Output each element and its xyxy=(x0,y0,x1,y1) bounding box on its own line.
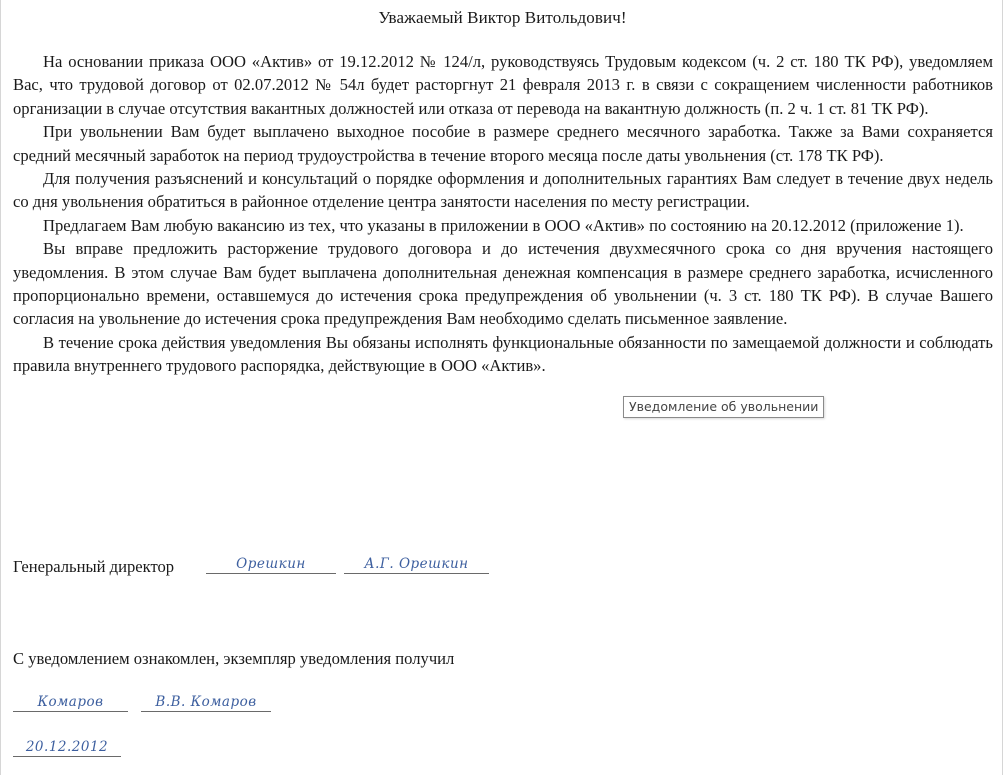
director-signature: Орешкин xyxy=(206,555,336,574)
paragraph-notice: На основании приказа ООО «Актив» от 19.12.2012 № 124/л, руководствуясь Трудовым кодексом (ч. 2 ст. 180 ТК РФ), уведомляем Вас, что трудовой договор от 02.07.2012 № 54л будет расторгнут 21 февраля 2013 г. в связи с сокращением численности работников организации в случае отсутствия вакантных должностей или отказа от перевода на вакантную должность (п. 2 ч. 1 ст. 81 ТК РФ). xyxy=(13,52,993,118)
paragraph-duties: В течение срока действия уведомления Вы обязаны исполнять функциональные обязанности по замещаемой должности и соблюдать правила внутреннего трудового распорядка, действующие в ООО «Актив». xyxy=(13,332,993,376)
paragraph-employment-center: Для получения разъяснений и консультаций о порядке оформления и дополнительных гарантиях Вам следует в течение двух недель со дня увольнения обратиться в районное отделение центра занятости населения по месту регистрации. xyxy=(13,169,993,212)
director-label: Генеральный директор xyxy=(13,557,175,576)
document-body xyxy=(13,50,993,378)
employee-name: В.В. Комаров xyxy=(141,693,271,712)
tooltip: Уведомление об увольнении xyxy=(623,396,824,418)
acknowledgement-text: С уведомлением ознакомлен, экземпляр уведомления получил xyxy=(13,649,455,668)
employee-signature: Комаров xyxy=(13,693,128,712)
paragraph-severance: При увольнении Вам будет выплачено выходное пособие в размере среднего месячного заработка. Также за Вами сохраняется средний месячный заработок на период трудоустройства в течение второго месяца после даты увольнения (ст. 178 ТК РФ). xyxy=(13,122,993,165)
paragraph-vacancy-offer: Предлагаем Вам любую вакансию из тех, что указаны в приложении в ООО «Актив» по состоянию на 20.12.2012 (приложение 1). xyxy=(43,215,964,235)
greeting: Уважаемый Виктор Витольдович! xyxy=(378,8,627,27)
director-name: А.Г. Орешкин xyxy=(344,555,489,574)
paragraph-early-termination: Вы вправе предложить расторжение трудового договора и до истечения двухмесячного срока со дня вручения настоящего уведомления. В этом случае Вам будет выплачена дополнительная денежная компенсация в размере среднего заработка, исчисленного пропорционально времени, оставшемуся до истечения срока предупреждения об увольнении (ч. 3 ст. 180 ТК РФ). В случае Вашего согласия на увольнение до истечения срока предупреждения Вам необходимо сделать письменное заявление. xyxy=(13,239,993,329)
acknowledgement-date: 20.12.2012 xyxy=(13,738,121,757)
